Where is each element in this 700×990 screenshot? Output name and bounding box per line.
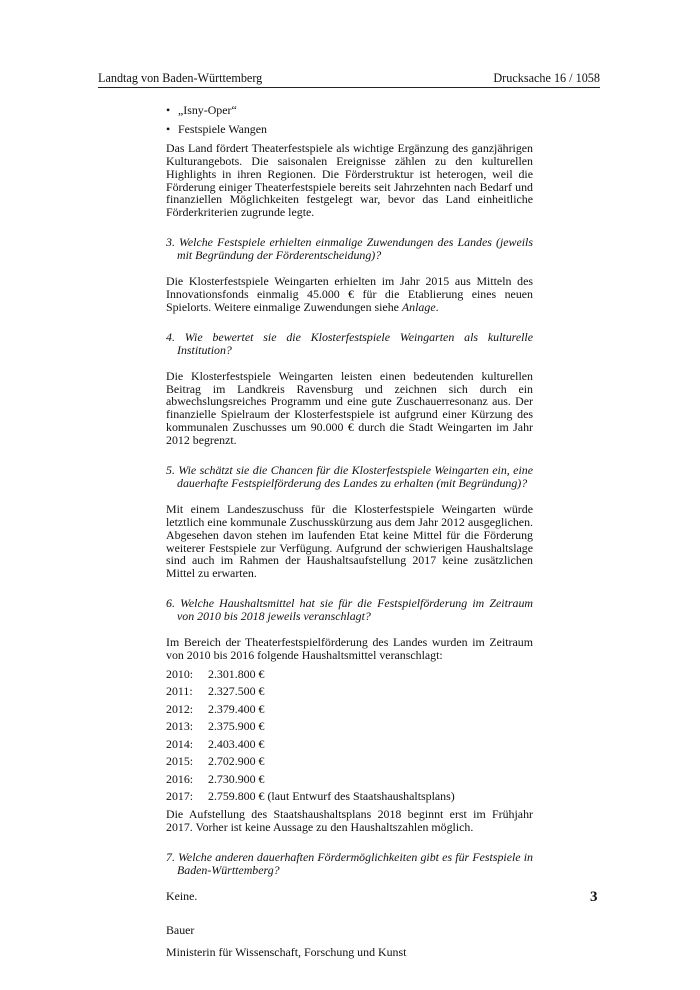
answer-6-outro: Die Aufstellung des Staatshaushaltsplans 2018 beginnt erst im Frühjahr 2017. Vorher ist keine Aussage zu den Haushaltszahlen möglich. [166,806,533,834]
bullet-text: „Isny-Oper“ [178,103,237,117]
question-7: 7. Welche anderen dauerhaften Fördermöglichkeiten gibt es für Festspiele in Baden-Württemberg? [166,849,533,877]
answer-6-intro: Im Bereich der Theaterfestspielförderung des Landes wurden im Zeitraum von 2010 bis 2016 folgende Haushaltsmittel veranschlagt: [166,635,533,662]
question-3: 3. Welche Festspiele erhielten einmalige Zuwendungen des Landes (jeweils mit Begründung der Förderentscheidung)? [166,235,533,263]
budget-list [166,668,533,808]
budget-row: 2014: 2.403.400 € [166,736,265,751]
budget-row: 2013: 2.375.900 € [166,719,265,734]
question-6: 6. Welche Haushaltsmittel hat sie für die Festspielförderung im Zeitraum von 2010 bis 2018 jeweils veranschlagt? [166,596,533,624]
answer-4: Die Klosterfestspiele Weingarten leisten einen bedeutenden kulturellen Beitrag im Landkreis Ravensburg und zeichnen sich durch ein abwechslungsreiches Programm und eine gute Zuschauerresonanz aus. Der finanzielle Spielraum der Klosterfestspiele ist aufgrund einer Kürzung des kommunalen Zuschusses um 90.000 € durch die Stadt Weingarten im Jahr 2012 begrenzt. [166,368,533,448]
budget-row: 2016: 2.730.900 € [166,771,265,786]
page-number: 3 [590,889,598,905]
budget-row: 2012: 2.379.400 € [166,701,265,716]
budget-row: 2011: 2.327.500 € [166,684,265,699]
budget-row: 2017: 2.759.800 € (laut Entwurf des Staatshaushaltsplans) [166,789,455,804]
intro-paragraph: Das Land fördert Theaterfestspiele als wichtige Ergänzung des ganzjährigen Kulturangebots. Die saisonalen Ereignisse zählen zu den kulturellen Highlights in ihren Regionen. Die Förderstruktur ist heterogen, weil die Förderung einiger Theaterfestspiele bereits seit Jahrzehnten nach Bedarf und finanziellen Möglichkeiten festgelegt war, bevor das Land einheitliche Förderkriterien zugrunde legte. [166,140,533,220]
budget-row: 2015: 2.702.900 € [166,754,265,769]
signature-name: Bauer [166,923,195,938]
question-5: 5. Wie schätzt sie die Chancen für die Klosterfestspiele Weingarten ein, eine dauerhafte Festspielförderung des Landes zu erhalten (mit Begründung)? [166,463,533,490]
signature-title: Ministerin für Wissenschaft, Forschung und Kunst [166,945,407,960]
header-document-number: Drucksache 16 / 1058 [493,71,600,85]
page-header [98,71,600,88]
answer-7: Keine. [166,888,198,903]
bullet-item [166,104,533,117]
question-4: 4. Wie bewertet sie die Klosterfestspiele Weingarten als kulturelle Institution? [166,329,533,357]
anlage-reference: Anlage [401,299,436,314]
header-publisher: Landtag von Baden-Württemberg [98,71,263,85]
answer-3: Die Klosterfestspiele Weingarten erhielten im Jahr 2015 aus Mitteln des Innovationsfonds einmalig 45.000 € für die Etablierung eines neuen Spielorts. Weitere einmalige Zuwendungen siehe Anlage. [166,274,533,314]
document-body [166,104,533,959]
bullet-text: Festspiele Wangen [178,121,267,136]
budget-row: 2010: 2.301.800 € [166,666,265,681]
answer-5: Mit einem Landeszuschuss für die Klosterfestspiele Weingarten würde letztlich eine kommunale Zuschusskürzung aus dem Jahr 2012 ausgeglichen. Abgesehen davon stehen im laufenden Etat keine Mittel für die Förderung weiterer Festspiele zur Verfügung. Aufgrund der schwierigen Haushaltslage sind auch im Rahmen der Haushaltsaufstellung 2017 keine zusätzlichen Mittel zu erwarten. [166,501,533,581]
bullet-dot-icon: • [166,103,171,117]
bullet-item [166,123,533,136]
bullet-dot-icon: • [166,121,171,136]
